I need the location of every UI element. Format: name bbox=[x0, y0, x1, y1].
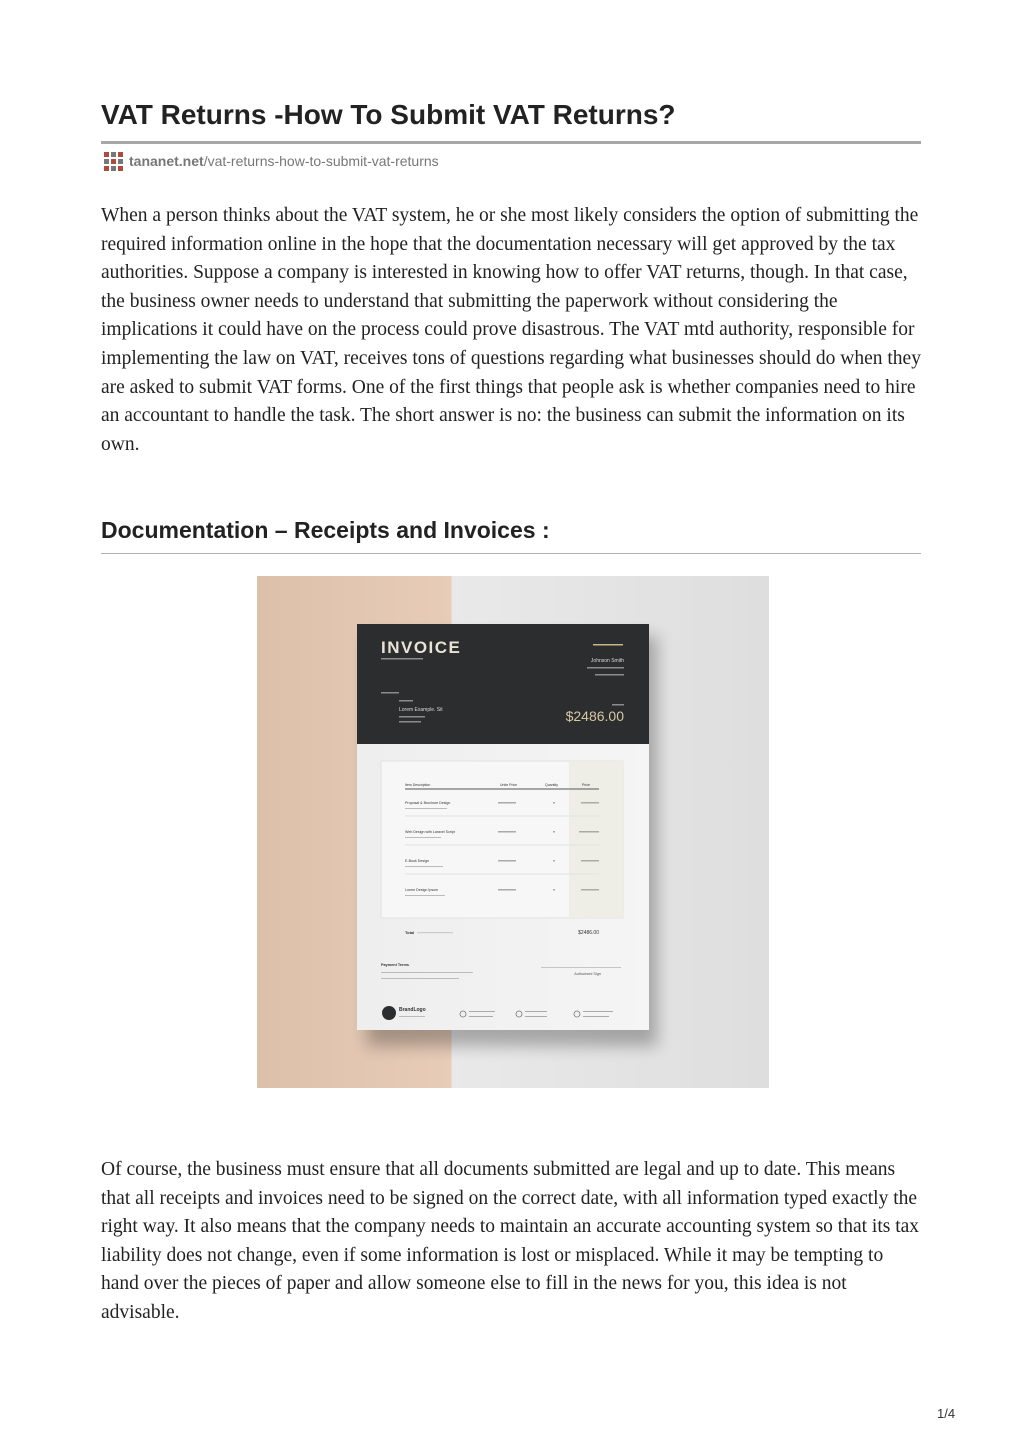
col-price: Price bbox=[582, 783, 590, 787]
owner-name: Johnson Smith bbox=[590, 658, 624, 664]
row-item-label: E-Book Design bbox=[405, 859, 429, 863]
client-name: Lorem Example. Sit bbox=[399, 707, 443, 713]
page-number: 1/4 bbox=[937, 1406, 956, 1421]
payment-terms-label: Payment Terms bbox=[381, 963, 409, 967]
page-title: VAT Returns -How To Submit VAT Returns? bbox=[101, 99, 676, 130]
brand-logo-icon bbox=[382, 1006, 396, 1020]
col-item: Item Description bbox=[405, 783, 431, 787]
header-total-amount: $2486.00 bbox=[565, 708, 624, 724]
site-favicon-icon bbox=[102, 151, 124, 171]
total-label: Total bbox=[405, 930, 415, 935]
brand-logo-text: BrandLogo bbox=[399, 1007, 426, 1013]
invoice-illustration bbox=[257, 576, 769, 1088]
row-item-label: Proposal & Brochure Design bbox=[405, 801, 451, 805]
col-quantity: Quantity bbox=[545, 783, 559, 787]
title-divider bbox=[101, 141, 921, 144]
source-link[interactable] bbox=[102, 151, 439, 171]
section-divider bbox=[101, 553, 921, 554]
row-item-label: Web Design with Laravel Script bbox=[405, 830, 455, 834]
total-value: $2486.00 bbox=[578, 930, 599, 936]
intro-paragraph: When a person thinks about the VAT system, he or she most likely considers the option of submitting the required information online in the hope that the documentation necessary will get approved by the tax authorities. Suppose a company is interested in knowing how to offer VAT returns, though. In that case, the business owner needs to understand that submitting the paperwork without considering the implications it could have on the process could prove disastrous. The VAT mtd authority, responsible for implementing the law on VAT, receives tons of questions regarding what businesses should do when they are asked to submit VAT forms. One of the first things that people ask is whether companies need to hire an accountant to handle the task. The short answer is no: the business can submit the information on its own. bbox=[101, 205, 921, 455]
invoice-image bbox=[257, 576, 769, 1088]
closing-paragraph: Of course, the business must ensure that all documents submitted are legal and up to date. This means that all receipts and invoices need to be signed on the correct date, with all information typed exactly the right way. It also means that the company needs to maintain an accurate accounting system so that its tax liability does not change, even if some information is lost or misplaced. While it may be tempting to hand over the pieces of paper and allow someone else to fill in the news for you, this idea is not advisable. bbox=[101, 1159, 920, 1323]
source-path[interactable]: /vat-returns-how-to-submit-vat-returns bbox=[203, 153, 439, 169]
signature-label: Authorised Sign bbox=[574, 972, 601, 976]
col-unit-price: Unite Price bbox=[500, 783, 518, 787]
section-heading: Documentation – Receipts and Invoices : bbox=[101, 517, 550, 543]
row-item-label: Lorem Design Ipsum bbox=[405, 888, 439, 892]
invoice-heading: INVOICE bbox=[381, 638, 462, 657]
source-domain[interactable]: tananet.net bbox=[129, 153, 204, 169]
